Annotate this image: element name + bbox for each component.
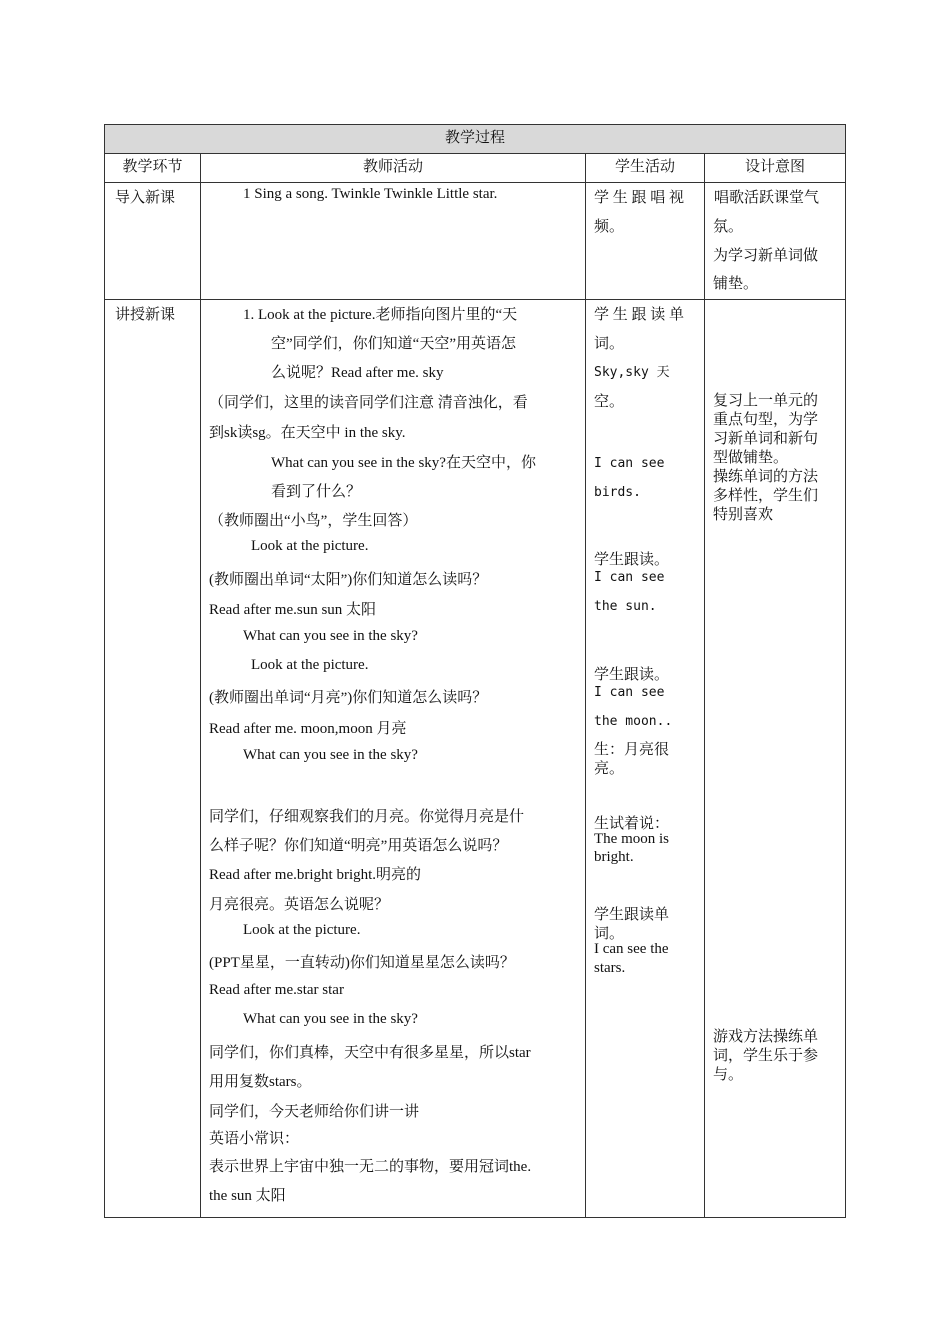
teacher-line: 看到了什么？ (271, 484, 362, 500)
teacher-line: What can you see in the sky? (243, 1011, 418, 1027)
teacher-line: (PPT星星，一直转动)你们知道星星怎么读吗？ (209, 955, 515, 971)
student-line: 空。 (594, 394, 625, 410)
teacher-line: Read after me.sun sun 太阳 (209, 602, 377, 618)
teacher-line: Read after me.star star (209, 982, 344, 998)
teacher-line: 空”同学们，你们知道“天空”用英语怎 (271, 336, 516, 352)
stage-cell: 讲授新课 (115, 307, 176, 323)
teacher-line: （同学们，这里的读音同学们注意 清音浊化，看 (209, 395, 528, 411)
student-line: 学生跟读。 (594, 667, 670, 683)
student-line: I can see the (594, 941, 669, 957)
intent-line: 铺垫。 (713, 276, 759, 292)
teacher-line: 月亮很亮。英语怎么说呢？ (209, 897, 390, 913)
student-line: 学 生 跟 唱 视 (594, 190, 685, 206)
intent-line: 重点句型，为学 (713, 412, 819, 428)
teacher-line: What can you see in the sky? (243, 628, 418, 644)
teacher-line: 同学们，今天老师给你们讲一讲 (209, 1104, 420, 1120)
student-line: 亮。 (594, 761, 625, 777)
table-row (105, 300, 845, 1217)
intent-line: 特别喜欢 (713, 507, 774, 523)
teacher-line: 1. Look at the picture.老师指向图片里的“天 (243, 307, 518, 323)
teacher-line: (教师圈出单词“太阳”)你们知道怎么读吗？ (209, 572, 488, 588)
teacher-line: Look at the picture. (251, 657, 369, 673)
intent-line: 词，学生乐于参 (713, 1048, 819, 1064)
teaching-process-table (104, 124, 846, 1218)
intent-line: 为学习新单词做 (713, 248, 819, 264)
student-line: stars. (594, 960, 626, 976)
student-line: 生试着说： (594, 816, 670, 832)
intent-line: 唱歌活跃课堂气 (714, 190, 820, 206)
teacher-line: 么样子呢？你们知道“明亮”用英语怎么说吗？ (209, 838, 508, 854)
teacher-line: 到sk读sg。在天空中 in the sky. (209, 425, 406, 441)
student-line: I can see (594, 685, 665, 700)
student-line: I can see (594, 570, 665, 585)
teacher-line: 么说呢？Read after me. sky (271, 365, 444, 381)
student-line: 频。 (594, 219, 625, 235)
student-line: The moon is (594, 831, 669, 847)
student-line: 学 生 跟 读 单 (594, 307, 685, 323)
teacher-line: Read after me.bright bright.明亮的 (209, 867, 422, 883)
teacher-line: What can you see in the sky?在天空中，你 (271, 455, 536, 471)
teacher-line: 表示世界上宇宙中独一无二的事物，要用冠词the. (209, 1159, 532, 1175)
intent-line: 游戏方法操练单 (713, 1029, 819, 1045)
stage-cell: 导入新课 (115, 190, 176, 206)
teacher-line: 用用复数stars。 (209, 1074, 312, 1090)
student-line: the moon.. (594, 714, 673, 729)
table-title: 教学过程 (105, 125, 845, 154)
header-teacher: 教师活动 (362, 159, 423, 175)
intent-line: 复习上一单元的 (713, 393, 819, 409)
header-student: 学生活动 (614, 159, 675, 175)
student-line: birds. (594, 485, 641, 500)
teacher-line: What can you see in the sky? (243, 747, 418, 763)
intent-line: 操练单词的方法 (713, 469, 819, 485)
student-line: the sun. (594, 599, 657, 614)
teacher-line: 同学们，仔细观察我们的月亮。你觉得月亮是什 (209, 809, 525, 825)
intent-line: 型做铺垫。 (713, 450, 789, 466)
student-line: 学生跟读单 (594, 907, 670, 923)
student-line: 学生跟读。 (594, 552, 670, 568)
table-row (105, 183, 845, 300)
student-line: 词。 (594, 336, 625, 352)
student-line: bright. (594, 849, 634, 865)
intent-line: 多样性，学生们 (713, 488, 819, 504)
intent-line: 与。 (713, 1067, 744, 1083)
teacher-line: （教师圈出“小鸟”，学生回答） (209, 513, 418, 529)
header-stage: 教学环节 (122, 159, 183, 175)
student-line: 生：月亮很 (594, 742, 670, 758)
teacher-line: Look at the picture. (243, 922, 361, 938)
intent-line: 习新单词和新句 (713, 431, 819, 447)
column-header-row (105, 154, 845, 183)
teacher-line: Look at the picture. (251, 538, 369, 554)
teacher-line: 同学们，你们真棒，天空中有很多星星，所以star (209, 1045, 531, 1061)
teacher-line: (教师圈出单词“月亮”)你们知道怎么读吗？ (209, 690, 488, 706)
teacher-cell: 1 Sing a song. Twinkle Twinkle Little star. (243, 186, 498, 202)
teacher-line: Read after me. moon,moon 月亮 (209, 721, 407, 737)
teacher-line: 英语小常识： (209, 1131, 300, 1147)
student-line: Sky,sky 天 (594, 365, 670, 380)
student-line: I can see (594, 456, 665, 471)
intent-line: 氛。 (713, 219, 744, 235)
teacher-line: the sun 太阳 (209, 1188, 286, 1204)
student-line: 词。 (594, 926, 625, 942)
header-intent: 设计意图 (744, 159, 805, 175)
